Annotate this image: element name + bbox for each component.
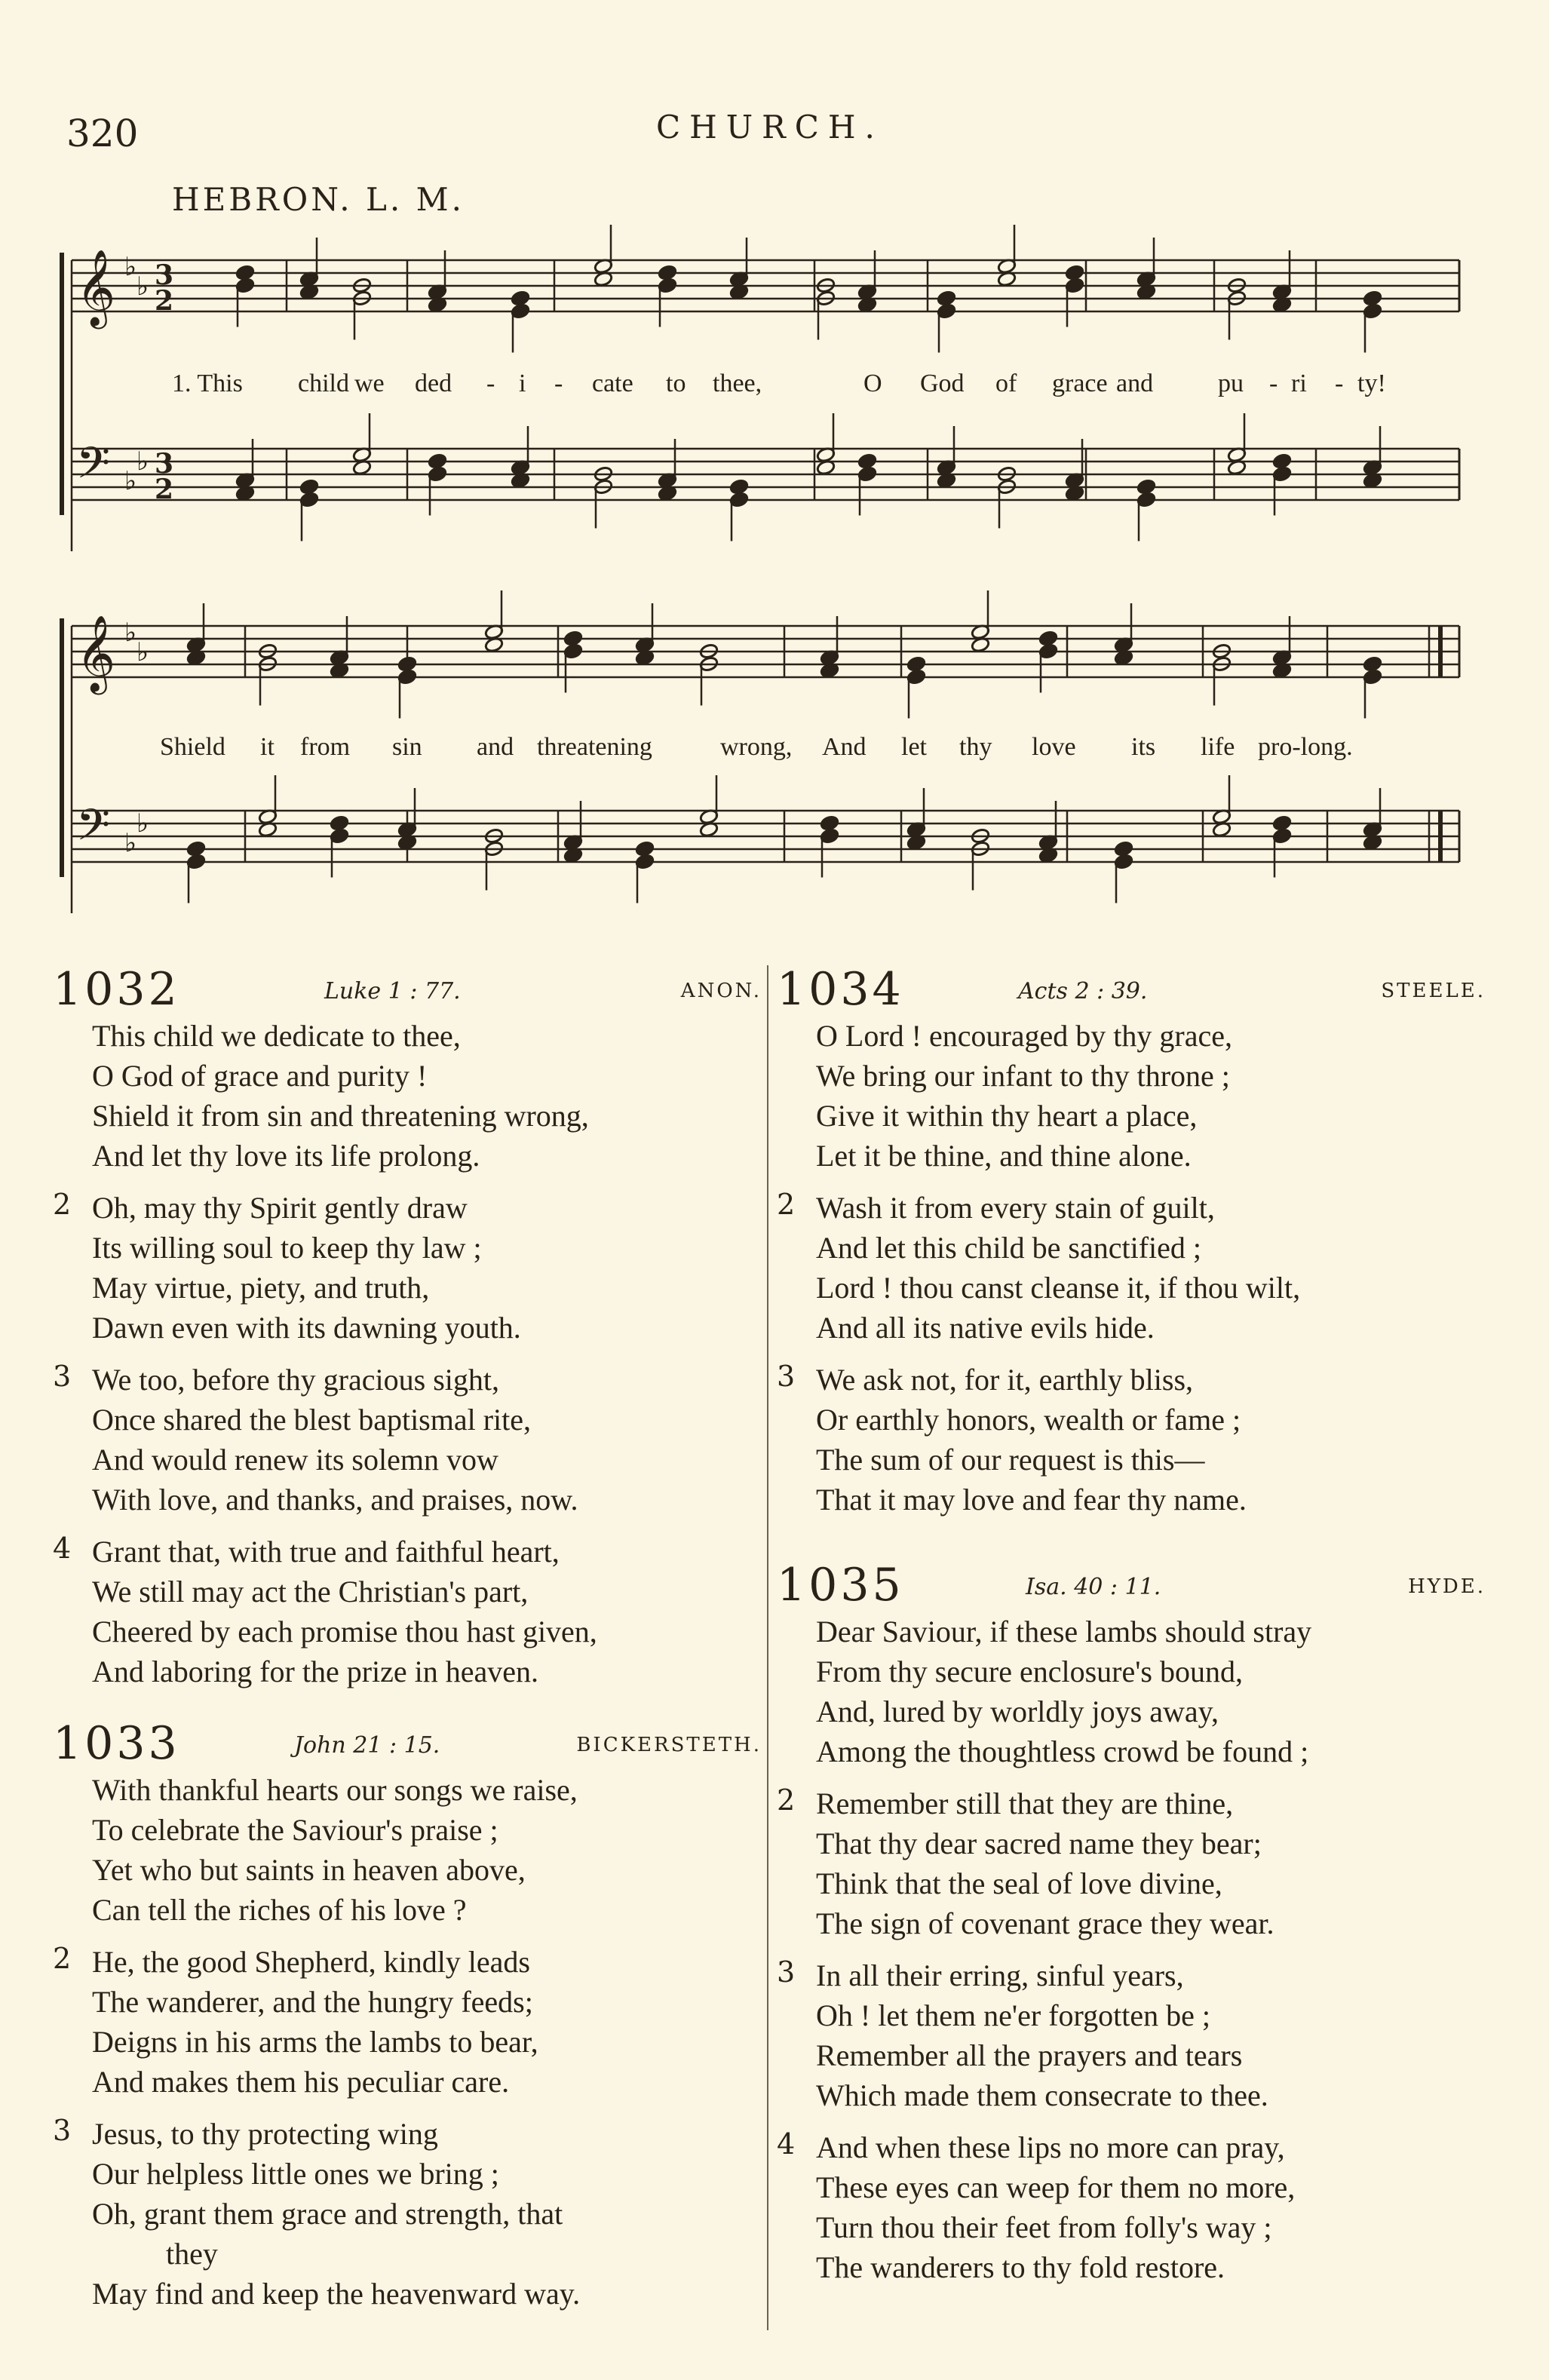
hymn-line: Let it be thine, and thine alone. — [816, 1139, 1192, 1173]
hymn-number: 1034 — [777, 963, 904, 1016]
lyric-syllable: its — [1131, 733, 1156, 761]
note-head — [1136, 479, 1156, 495]
stanza — [53, 1360, 762, 1520]
hymn-line: With love, and thanks, and praises, now. — [92, 1483, 578, 1517]
flat-icon: ♭ — [136, 446, 149, 477]
hymn-line: With thankful hearts our songs we raise, — [92, 1773, 578, 1807]
hymn-line: Dawn even with its dawning youth. — [92, 1311, 521, 1345]
stanza — [53, 2114, 762, 2314]
lyric-syllable: - — [554, 370, 563, 397]
time-signature-bottom: 2 — [155, 285, 174, 317]
note-head — [1114, 841, 1133, 857]
lyric-syllable: grace — [1052, 370, 1108, 397]
hymn-author: BICKERSTETH. — [576, 1734, 762, 1756]
lyric-syllable: ded — [415, 370, 452, 397]
flat-icon: ♭ — [124, 618, 137, 648]
stanza-number: 2 — [777, 1188, 796, 1221]
stanza-number: 2 — [777, 1783, 796, 1817]
bass-clef-icon: 𝄢 — [76, 799, 111, 861]
lyric-syllable: to — [666, 370, 686, 397]
lyric-syllable: from — [300, 733, 351, 761]
note-head — [397, 656, 417, 673]
note-head — [1038, 630, 1058, 647]
hymn-line: Among the thoughtless crowd be found ; — [816, 1734, 1309, 1768]
stanza — [53, 1532, 762, 1691]
stanza-number: 4 — [777, 2127, 796, 2161]
note-head — [428, 453, 447, 470]
hymn-line: Lord ! thou canst cleanse it, if thou wilt, — [816, 1271, 1301, 1305]
hymn-line: And, lured by worldly joys away, — [816, 1695, 1219, 1728]
hymn-1032 — [53, 963, 762, 1704]
note-head — [1272, 815, 1292, 832]
hymn-line: Yet who but saints in heaven above, — [92, 1853, 526, 1887]
stanza — [777, 2127, 1486, 2287]
scripture-reference: John 21 : 15. — [294, 1732, 440, 1759]
hymn-line: they — [166, 2237, 218, 2271]
music-score — [0, 0, 1549, 935]
stanza-number: 3 — [777, 1360, 796, 1393]
note-head — [299, 479, 319, 495]
lyric-syllable: sin — [392, 733, 422, 761]
hymn-number: 1035 — [777, 1559, 904, 1612]
lyric-syllable: God — [920, 370, 965, 397]
note-head — [235, 265, 255, 281]
note-head — [937, 290, 956, 307]
lyric-syllable: - — [1269, 370, 1278, 397]
hymn-line: O Lord ! encouraged by thy grace, — [816, 1019, 1232, 1053]
stanza-number: 2 — [53, 1942, 72, 1975]
stanza — [777, 1783, 1486, 1943]
lyric-syllable: of — [995, 370, 1017, 397]
time-signature-bottom: 2 — [155, 474, 174, 505]
hymn-line: And let thy love its life prolong. — [92, 1139, 480, 1173]
hymn-line: And laboring for the prize in heaven. — [92, 1655, 539, 1688]
note-head — [658, 265, 677, 281]
hymn-line: Shield it from sin and threatening wrong, — [92, 1099, 589, 1133]
hymn-line: That it may love and fear thy name. — [816, 1483, 1247, 1517]
lyric-syllable: 1. This — [172, 370, 243, 397]
hymn-line: He, the good Shepherd, kindly leads — [92, 1945, 530, 1979]
hymn-line: And when these lips no more can pray, — [816, 2130, 1285, 2164]
stanza — [777, 1188, 1486, 1348]
note-head — [1272, 453, 1292, 470]
hymn-number: 1033 — [53, 1717, 180, 1770]
lyric-syllable: O — [863, 370, 882, 397]
hymn-line: And let this child be sanctified ; — [816, 1231, 1201, 1265]
lyric-syllable: child — [298, 370, 349, 397]
stanza-number: 3 — [53, 1360, 72, 1393]
running-head: CHURCH. — [656, 109, 884, 146]
hymn-author: HYDE. — [1408, 1575, 1486, 1598]
note-head — [729, 479, 749, 495]
lyric-syllable: ty! — [1357, 370, 1386, 397]
lyric-syllable: And — [822, 733, 867, 761]
note-head — [186, 841, 206, 857]
hymn-header — [777, 963, 1486, 1016]
scripture-reference: Acts 2 : 39. — [1018, 978, 1148, 1004]
note-head — [1065, 265, 1084, 281]
lyric-syllable: - — [486, 370, 495, 397]
bass-clef-icon: 𝄢 — [76, 437, 111, 499]
stanza — [777, 1016, 1486, 1176]
hymn-author: STEELE. — [1381, 980, 1486, 1002]
stanza — [777, 1955, 1486, 2115]
lyric-syllable: thy — [959, 733, 992, 761]
hymn-line: And makes them his peculiar care. — [92, 2065, 510, 2099]
hymn-line: Which made them consecrate to thee. — [816, 2078, 1268, 2112]
page-number: 320 — [66, 112, 139, 155]
hymn-line: Dear Saviour, if these lambs should stray — [816, 1615, 1312, 1649]
hymn-line: Oh, may thy Spirit gently draw — [92, 1191, 468, 1225]
lyric-syllable: threatening — [537, 733, 652, 761]
flat-icon: ♭ — [124, 252, 137, 282]
note-head — [1363, 290, 1382, 307]
hymn-line: O God of grace and purity ! — [92, 1059, 428, 1093]
note-head — [511, 290, 530, 307]
stanza — [53, 1942, 762, 2102]
hymn-line: Turn thou their feet from folly's way ; — [816, 2210, 1272, 2244]
hymn-line: Grant that, with true and faithful heart, — [92, 1535, 560, 1569]
lyric-syllable: i — [519, 370, 526, 397]
hymn-line: Wash it from every stain of guilt, — [816, 1191, 1215, 1225]
hymn-line: The wanderer, and the hungry feeds; — [92, 1985, 533, 2019]
lyric-syllable: pu — [1218, 370, 1244, 397]
hymn-line: We still may act the Christian's part, — [92, 1575, 529, 1609]
hymn-line: Oh, grant them grace and strength, that — [92, 2197, 563, 2231]
tune-title: HEBRON. L. M. — [172, 181, 465, 218]
lyric-syllable: thee, — [713, 370, 762, 397]
hymn-header — [53, 1717, 762, 1770]
note-head — [563, 630, 583, 647]
stanza — [53, 1770, 762, 1930]
column-divider — [767, 965, 768, 2330]
treble-clef-icon: 𝄞 — [76, 248, 116, 326]
hymn-line: The wanderers to thy fold restore. — [816, 2250, 1225, 2284]
hymn-line: Remember still that they are thine, — [816, 1787, 1234, 1820]
time-signature-top: 3 — [155, 259, 174, 291]
lyric-syllable: life — [1201, 733, 1235, 761]
hymn-number: 1032 — [53, 963, 180, 1016]
note-head — [906, 656, 926, 673]
stanza-number: 4 — [53, 1532, 72, 1565]
lyric-syllable: and — [1116, 370, 1154, 397]
stanza-number: 3 — [53, 2114, 72, 2147]
lyric-syllable: - — [1335, 370, 1344, 397]
hymn-line: Deigns in his arms the lambs to bear, — [92, 2025, 538, 2059]
hymn-line: From thy secure enclosure's bound, — [816, 1655, 1243, 1688]
hymn-line: We bring our infant to thy throne ; — [816, 1059, 1230, 1093]
hymn-line: May find and keep the heavenward way. — [92, 2277, 581, 2311]
time-signature-top: 3 — [155, 448, 174, 480]
note-head — [635, 841, 655, 857]
note-head — [857, 453, 877, 470]
hymn-1034 — [777, 963, 1486, 1532]
hymn-line: These eyes can weep for them no more, — [816, 2170, 1296, 2204]
lyric-syllable: it — [260, 733, 275, 761]
hymn-line: The sign of covenant grace they wear. — [816, 1906, 1274, 1940]
lyric-syllable: let — [901, 733, 927, 761]
lyric-syllable: and — [477, 733, 514, 761]
stanza — [53, 1016, 762, 1176]
hymn-line: Remember all the prayers and tears — [816, 2038, 1243, 2072]
stanza — [777, 1612, 1486, 1771]
hymn-header — [53, 963, 762, 1016]
stanza — [777, 1360, 1486, 1520]
hymn-1033 — [53, 1717, 762, 2326]
hymn-line: In all their erring, sinful years, — [816, 1958, 1184, 1992]
lyric-syllable: we — [354, 370, 385, 397]
lyric-syllable: Shield — [160, 733, 225, 761]
stanza-number: 3 — [777, 1955, 796, 1989]
note-head — [1363, 656, 1382, 673]
hymn-line: This child we dedicate to thee, — [92, 1019, 461, 1053]
scripture-reference: Luke 1 : 77. — [324, 978, 461, 1004]
flat-icon: ♭ — [124, 828, 137, 858]
hymn-1035 — [777, 1559, 1486, 2299]
flat-icon: ♭ — [136, 637, 149, 667]
stanza — [53, 1188, 762, 1348]
hymn-line: Once shared the blest baptismal rite, — [92, 1403, 532, 1437]
lyric-syllable: ri — [1291, 370, 1307, 397]
note-head — [330, 815, 349, 832]
hymn-line: May virtue, piety, and truth, — [92, 1271, 430, 1305]
hymn-line: Our helpless little ones we bring ; — [92, 2157, 499, 2191]
lyric-syllable: pro-long. — [1258, 733, 1353, 761]
hymn-line: The sum of our request is this— — [816, 1443, 1205, 1477]
lyric-syllable: cate — [592, 370, 633, 397]
hymn-line: We too, before thy gracious sight, — [92, 1363, 499, 1397]
hymn-line: Or earthly honors, wealth or fame ; — [816, 1403, 1241, 1437]
note-head — [820, 815, 839, 832]
hymn-line: Think that the seal of love divine, — [816, 1866, 1222, 1900]
lyric-syllable: love — [1032, 733, 1076, 761]
lyric-syllable: wrong, — [720, 733, 793, 761]
treble-clef-icon: 𝄞 — [76, 614, 116, 692]
flat-icon: ♭ — [136, 808, 149, 839]
hymn-line: Give it within thy heart a place, — [816, 1099, 1198, 1133]
hymn-line: That thy dear sacred name they bear; — [816, 1826, 1262, 1860]
hymn-line: We ask not, for it, earthly bliss, — [816, 1363, 1194, 1397]
hymn-line: Can tell the riches of his love ? — [92, 1893, 467, 1927]
hymn-line: Oh ! let them ne'er forgotten be ; — [816, 1998, 1210, 2032]
scripture-reference: Isa. 40 : 11. — [1026, 1574, 1161, 1600]
stanza-number: 2 — [53, 1188, 72, 1221]
hymn-line: Its willing soul to keep thy law ; — [92, 1231, 482, 1265]
flat-icon: ♭ — [124, 466, 137, 496]
hymn-author: ANON. — [680, 980, 762, 1002]
hymn-line: Jesus, to thy protecting wing — [92, 2117, 438, 2151]
hymn-line: And would renew its solemn vow — [92, 1443, 498, 1477]
hymn-header — [777, 1559, 1486, 1612]
hymn-line: Cheered by each promise thou hast given, — [92, 1615, 597, 1649]
hymn-line: And all its native evils hide. — [816, 1311, 1155, 1345]
flat-icon: ♭ — [136, 271, 149, 302]
hymn-line: To celebrate the Saviour's praise ; — [92, 1813, 498, 1847]
